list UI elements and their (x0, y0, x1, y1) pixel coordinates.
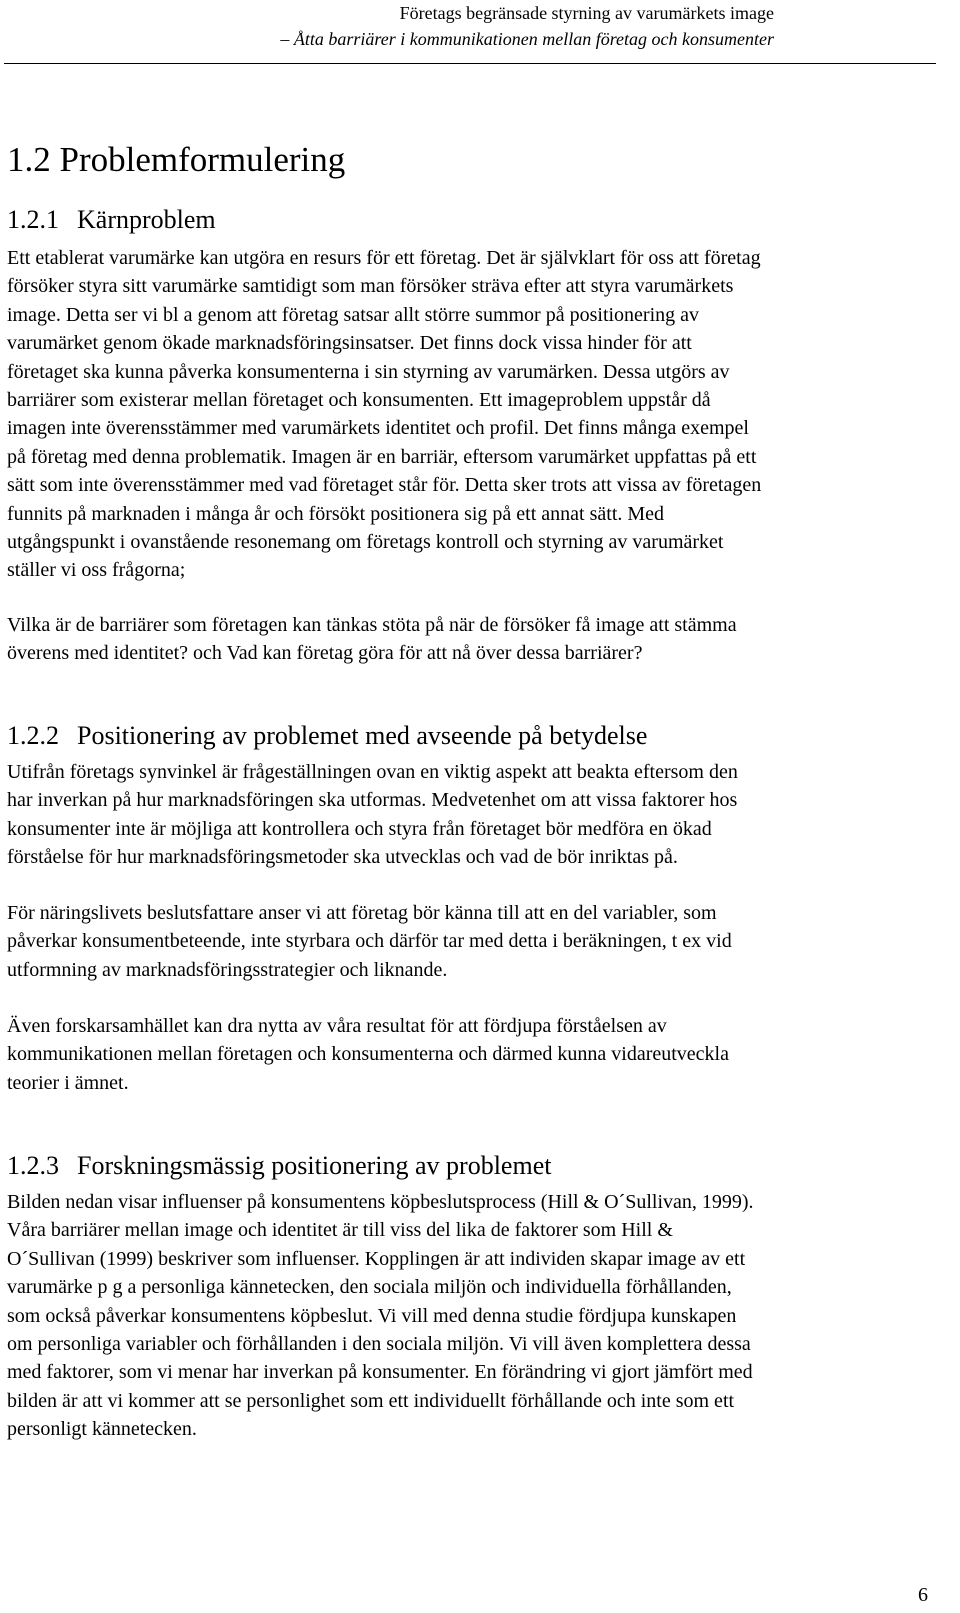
section-number: 1.2 (7, 140, 51, 179)
text-line: försöker styra sitt varumärke samtidigt som man försöker sträva efter att styra varumärkets (7, 275, 734, 298)
section-heading-1-2-3 (7, 1150, 551, 1182)
text-line: varumärke p g a personliga kännetecken, den sociala miljön och individuella förhållanden, (7, 1276, 732, 1299)
section-title: Kärnproblem (77, 205, 216, 234)
text-line: med faktorer, som vi menar har inverkan på konsumenter. En förändring vi gjort jämfört med (7, 1361, 753, 1384)
text-line: Bilden nedan visar influenser på konsumentens köpbeslutsprocess (Hill & O´Sullivan, 1999). (7, 1191, 754, 1213)
text-line: har inverkan på hur marknadsföringen ska utformas. Medvetenhet om att vissa faktorer hos (7, 789, 738, 812)
document-title: Företags begränsade styrning av varumärkets image (399, 3, 774, 23)
paragraph-betydelse-2 (7, 899, 927, 984)
text-line: varumärket genom ökade marknadsföringsinsatser. Det finns dock vissa hinder för att (7, 332, 692, 355)
text-line: konsumenter inte är möjliga att kontrollera och styra från företaget bör medföra en ökad (7, 817, 712, 840)
paragraph-betydelse-1 (7, 758, 927, 872)
section-title: Problemformulering (59, 140, 346, 179)
running-header (280, 0, 774, 52)
text-line: imagen inte överensstämmer med varumärkets identitet och profil. Det finns många exempel (7, 417, 749, 440)
section-number: 1.2.3 (7, 1151, 59, 1180)
text-line: teorier i ämnet. (7, 1071, 129, 1094)
text-line: på företag med denna problematik. Imagen är en barriär, eftersom varumärket uppfattas på ett (7, 445, 757, 468)
text-line: förståelse för hur marknadsföringsmetoder ska utvecklas och vad de bör inriktas på. (7, 846, 678, 869)
text-line: sätt som inte överensstämmer med vad företaget står för. Detta sker trots att vissa av företagen (7, 474, 762, 497)
text-line: För näringslivets beslutsfattare anser vi att företag bör känna till att en del variabler, som (7, 902, 717, 924)
text-line: O´Sullivan (1999) beskriver som influenser. Kopplingen är att individen skapar image av ett (7, 1247, 746, 1270)
text-line: som också påverkar konsumentens köpbeslut. Vi vill med denna studie fördjupa kunskapen (7, 1304, 737, 1327)
paragraph-karnproblem-1 (7, 244, 927, 585)
text-line: Vilka är de barriärer som företagen kan tänkas stöta på när de försöker få image att stämma (7, 614, 737, 636)
text-line: Våra barriärer mellan image och identitet är till viss del lika de faktorer som Hill & (7, 1219, 673, 1242)
text-line: påverkar konsumentbeteende, inte styrbara och därför tar med detta i beräkningen, t ex vid (7, 930, 732, 953)
section-title: Positionering av problemet med avseende på betydelse (77, 721, 648, 750)
text-line: bilden är att vi kommer att se personlighet som ett individuellt förhållande och inte som ett (7, 1389, 735, 1412)
section-number: 1.2.2 (7, 721, 59, 750)
text-line: företaget ska kunna påverka konsumenterna i sin styrning av varumärken. Dessa utgörs av (7, 360, 730, 383)
text-line: kommunikationen mellan företagen och konsumenterna och därmed kunna vidareutveckla (7, 1043, 729, 1066)
paragraph-forskningsmassig (7, 1188, 927, 1444)
section-number: 1.2.1 (7, 205, 59, 234)
paragraph-betydelse-3 (7, 1012, 927, 1097)
text-line: personligt kännetecken. (7, 1418, 197, 1441)
section-heading-1-2 (7, 140, 345, 180)
text-line: utgångspunkt i ovanstående resonemang om företags kontroll och styrning av varumärket (7, 531, 724, 554)
section-title: Forskningsmässig positionering av problemet (77, 1151, 552, 1180)
header-divider (4, 63, 936, 64)
text-line: ställer vi oss frågorna; (7, 559, 186, 582)
text-line: Ett etablerat varumärke kan utgöra en resurs för ett företag. Det är självklart för oss att företag (7, 247, 761, 269)
paragraph-research-questions (7, 611, 927, 668)
text-line: barriärer som existerar mellan företaget och konsumenten. Ett imageproblem uppstår då (7, 389, 711, 412)
section-heading-1-2-2 (7, 720, 647, 752)
document-subtitle: – Åtta barriärer i kommunikationen mellan företag och konsumenter (280, 29, 774, 49)
text-line: utformning av marknadsföringsstrategier och liknande. (7, 958, 448, 981)
text-line: Även forskarsamhället kan dra nytta av våra resultat för att fördjupa förståelsen av (7, 1015, 667, 1037)
text-line: om personliga variabler och förhållanden i den sociala miljön. Vi vill även komplettera dessa (7, 1333, 751, 1356)
section-heading-1-2-1 (7, 204, 216, 236)
text-line: Utifrån företags synvinkel är frågeställningen ovan en viktig aspekt att beakta eftersom den (7, 761, 738, 783)
text-line: överens med identitet? och Vad kan företag göra för att nå över dessa barriärer? (7, 642, 643, 665)
page-number: 6 (918, 1584, 928, 1606)
text-line: image. Detta ser vi bl a genom att företag satsar allt större summor på positionering av (7, 303, 700, 326)
text-line: funnits på marknaden i många år och försökt positionera sig på ett annat sätt. Med (7, 502, 665, 525)
